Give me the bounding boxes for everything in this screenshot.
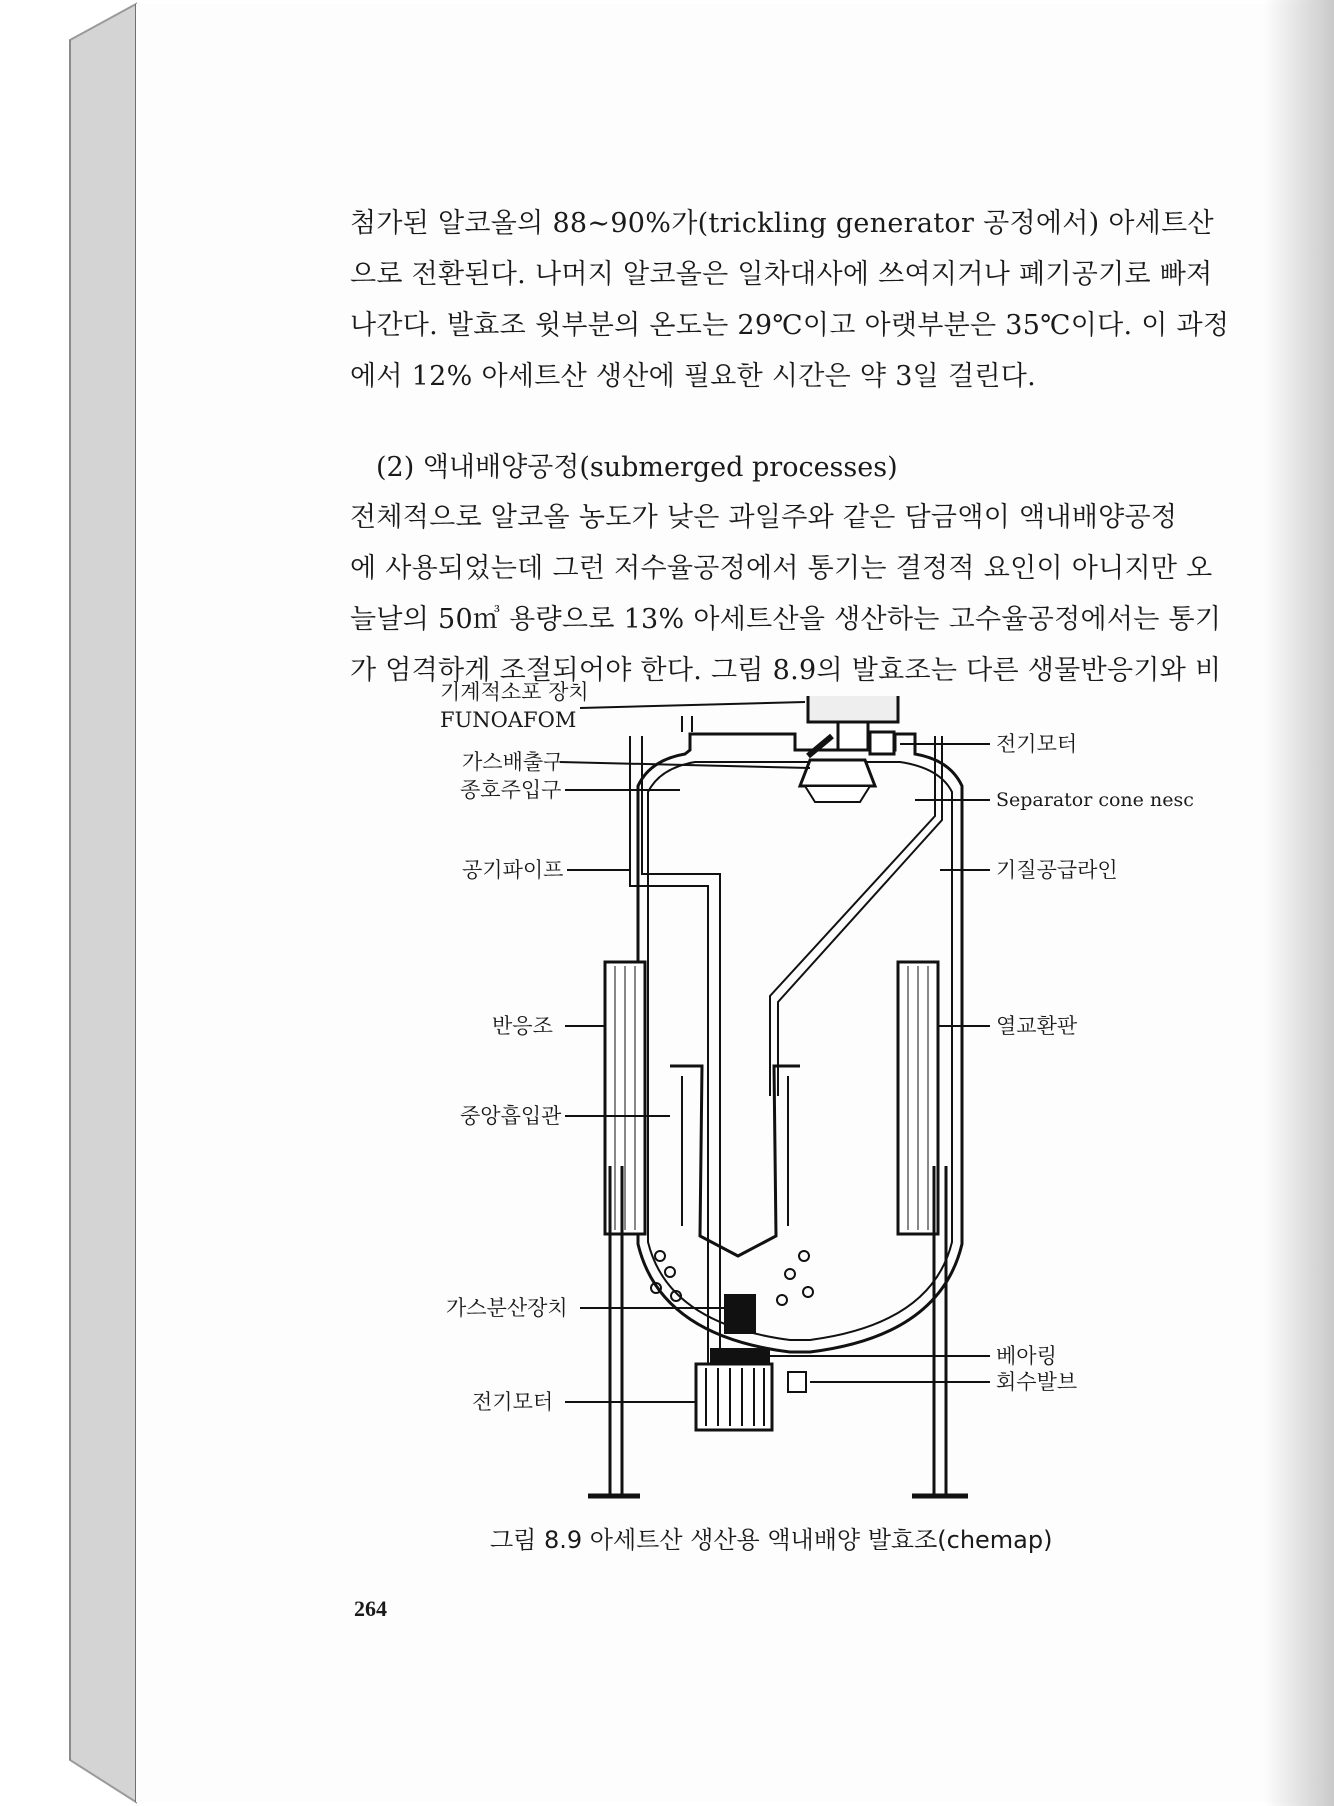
page-number: 264 [354, 1596, 387, 1621]
label-top-motor: 전기모터 [996, 732, 1078, 756]
paragraph-line: 에 사용되었는데 그런 저수율공정에서 통기는 결정적 요인이 아니지만 오 [350, 553, 1213, 584]
label-central-suction-tube: 중앙흡입관 [460, 1104, 562, 1128]
figure-caption: 그림 8.9 아세트산 생산용 액내배양 발효조(chemap) [490, 1526, 1053, 1554]
label-mechanical-defoamer: 기계적소포 장치 [440, 680, 589, 704]
label-air-pipe: 공기파이프 [462, 858, 564, 882]
label-gas-disperser: 가스분산장치 [446, 1296, 568, 1320]
paragraph-line: 늘날의 50㎥ 용량으로 13% 아세트산을 생산하는 고수율공정에서는 통기 [350, 604, 1222, 635]
defoamer-housing [808, 696, 898, 722]
label-bottom-motor: 전기모터 [472, 1390, 554, 1414]
bearing [710, 1348, 770, 1364]
paragraph-2 [350, 492, 1222, 696]
label-substrate-line: 기질공급라인 [996, 858, 1118, 882]
label-funoafom: FUNOAFOM [440, 708, 577, 732]
label-separator-cone: Separator cone nesc [996, 789, 1194, 811]
section-heading: (2) 액내배양공정(submerged processes) [376, 452, 898, 483]
page-edge-shadow [1264, 0, 1334, 1806]
paragraph-line: 가 엄격하게 조절되어야 한다. 그림 8.9의 발효조는 다른 생물반응기와 비 [350, 655, 1222, 686]
label-reactor: 반응조 [492, 1014, 553, 1038]
fermenter-drawing [470, 696, 1220, 1521]
label-gas-outlet: 가스배출구 [462, 750, 564, 774]
top-motor [870, 732, 894, 754]
gas-disperser [724, 1294, 756, 1334]
label-inoculum-inlet: 종호주입구 [460, 778, 562, 802]
drain-valve [788, 1372, 806, 1392]
paragraph-line: 에서 12% 아세트산 생산에 필요한 시간은 약 3일 걸린다. [350, 361, 1036, 392]
label-drain-valve: 회수발브 [996, 1370, 1078, 1394]
label-bearing: 베아링 [996, 1344, 1057, 1368]
fermenter-diagram [440, 680, 1220, 1521]
paragraph-line: 나간다. 발효조 윗부분의 온도는 29℃이고 아랫부분은 35℃이다. 이 과정 [350, 310, 1230, 341]
label-heat-exchanger: 열교환판 [996, 1014, 1078, 1038]
paragraph-line: 첨가된 알코올의 88∼90%가(trickling generator 공정에서) 아세트산 [350, 208, 1214, 239]
bottom-motor [696, 1364, 772, 1430]
paragraph-1 [350, 198, 1230, 402]
paragraph-line: 으로 전환된다. 나머지 알코올은 일차대사에 쓰여지거나 폐기공기로 빠져 [350, 259, 1213, 290]
paragraph-line: 전체적으로 알코올 농도가 낮은 과일주와 같은 담금액이 액내배양공정 [350, 502, 1178, 533]
